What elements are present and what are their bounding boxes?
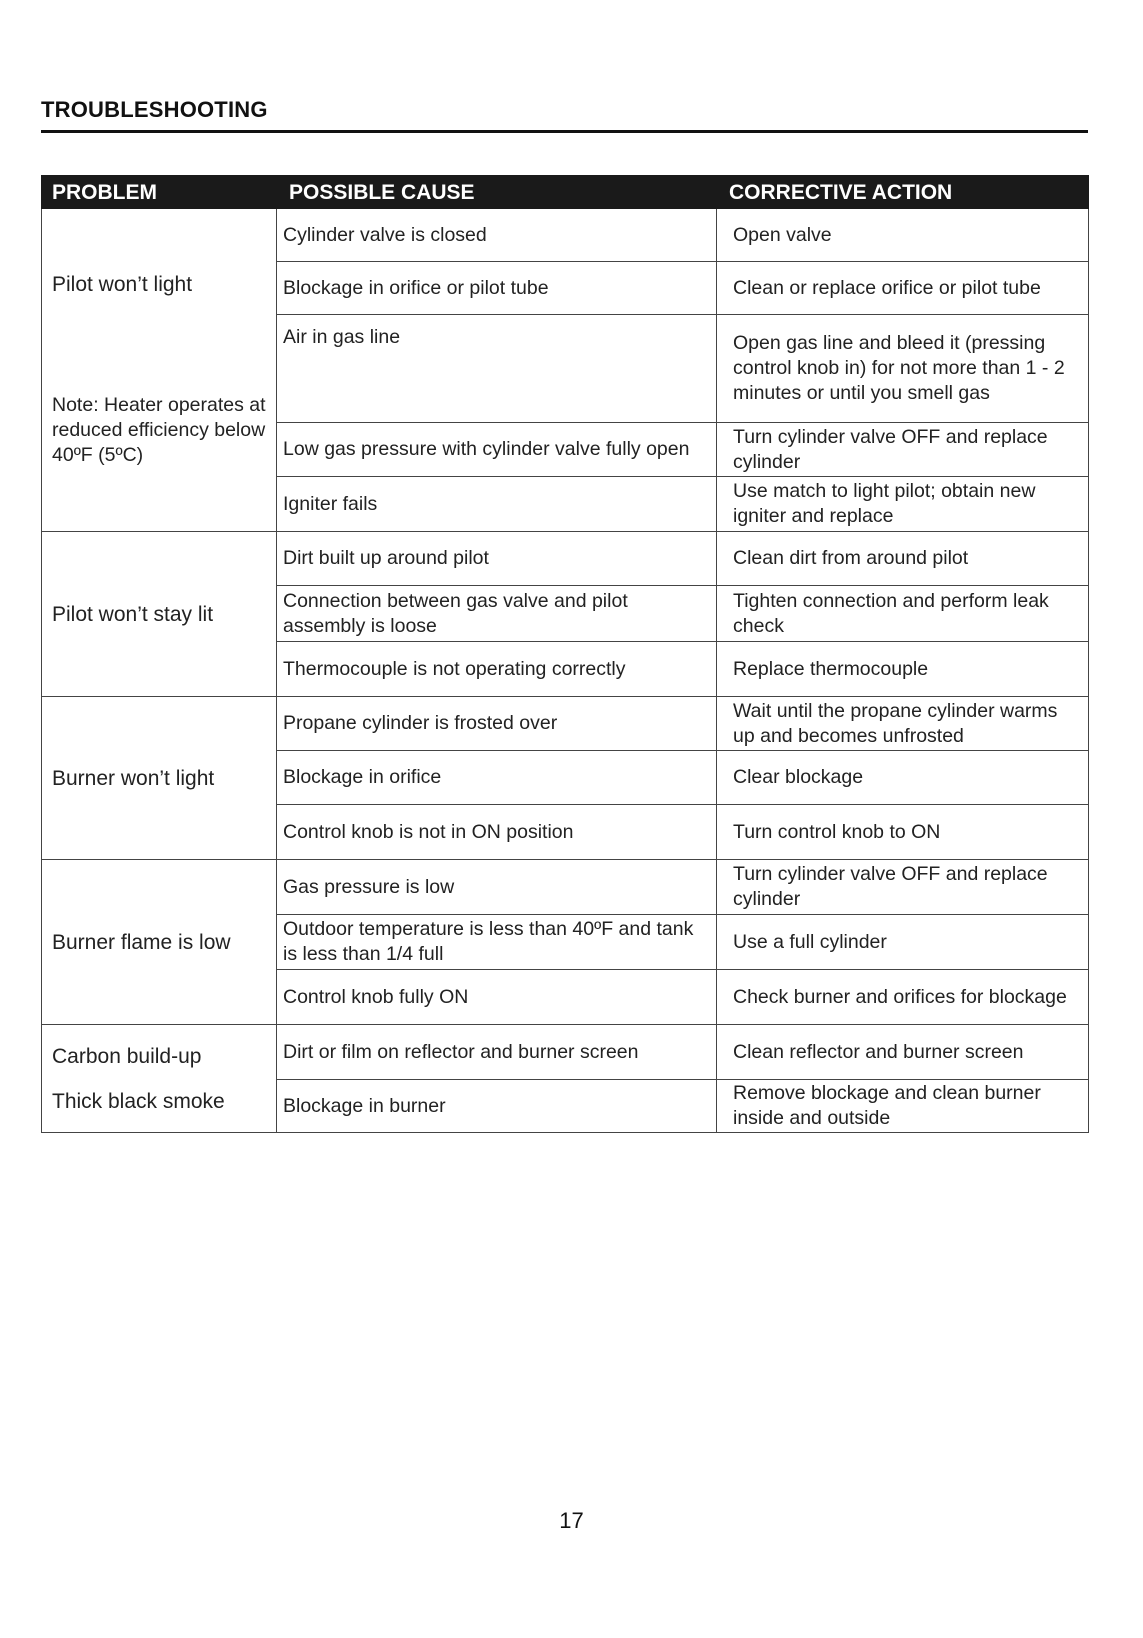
cause-cell: Blockage in orifice xyxy=(277,751,717,805)
cause-cell: Outdoor temperature is less than 40ºF and tank is less than 1/4 full xyxy=(277,915,717,970)
action-cell: Clean reflector and burner screen xyxy=(717,1025,1089,1080)
action-cell: Open gas line and bleed it (pressing control knob in) for not more than 1 - 2 minutes or until you smell gas xyxy=(717,315,1089,423)
header-possible-cause: POSSIBLE CAUSE xyxy=(277,176,717,209)
page-title: TROUBLESHOOTING xyxy=(41,97,268,122)
problem-label-carbon: Carbon build-up xyxy=(52,1044,202,1068)
action-cell: Remove blockage and clean burner inside and outside xyxy=(717,1080,1089,1133)
cause-cell: Control knob is not in ON position xyxy=(277,805,717,860)
action-cell: Use match to light pilot; obtain new igniter and replace xyxy=(717,477,1089,532)
cause-cell: Igniter fails xyxy=(277,477,717,532)
action-cell: Wait until the propane cylinder warms up and becomes unfrosted xyxy=(717,697,1089,751)
header-corrective-action: CORRECTIVE ACTION xyxy=(717,176,1089,209)
cause-cell: Blockage in burner xyxy=(277,1080,717,1133)
cause-cell: Dirt or film on reflector and burner screen xyxy=(277,1025,717,1080)
action-cell: Tighten connection and perform leak check xyxy=(717,586,1089,642)
problem-note: Note: Heater operates at reduced efficiency below 40ºF (5ºC) xyxy=(52,394,266,466)
action-cell: Clean or replace orifice or pilot tube xyxy=(717,262,1089,315)
cause-cell: Gas pressure is low xyxy=(277,860,717,915)
table-row xyxy=(42,697,1089,751)
action-cell: Clean dirt from around pilot xyxy=(717,532,1089,586)
action-cell: Turn cylinder valve OFF and replace cylinder xyxy=(717,860,1089,915)
action-cell: Clear blockage xyxy=(717,751,1089,805)
action-cell: Check burner and orifices for blockage xyxy=(717,970,1089,1025)
problem-cell-burner-flame-is-low: Burner flame is low xyxy=(42,860,277,1025)
problem-label: Pilot won’t light xyxy=(52,273,193,296)
table-row xyxy=(42,860,1089,915)
header-problem: PROBLEM xyxy=(42,176,277,209)
cause-cell: Thermocouple is not operating correctly xyxy=(277,642,717,697)
table-header-row xyxy=(42,176,1089,209)
action-cell: Open valve xyxy=(717,209,1089,262)
action-cell: Turn cylinder valve OFF and replace cylinder xyxy=(717,423,1089,477)
table-row xyxy=(42,209,1089,262)
table-row xyxy=(42,1025,1089,1080)
problem-cell-pilot-wont-stay-lit: Pilot won’t stay lit xyxy=(42,532,277,697)
cause-cell: Connection between gas valve and pilot assembly is loose xyxy=(277,586,717,642)
troubleshooting-table xyxy=(41,175,1089,1133)
problem-label-smoke: Thick black smoke xyxy=(52,1089,225,1113)
problem-cell-burner-wont-light: Burner won’t light xyxy=(42,697,277,860)
cause-cell: Blockage in orifice or pilot tube xyxy=(277,262,717,315)
cause-cell: Air in gas line xyxy=(277,315,717,423)
action-cell: Turn control knob to ON xyxy=(717,805,1089,860)
table-row xyxy=(42,532,1089,586)
cause-cell: Dirt built up around pilot xyxy=(277,532,717,586)
action-cell: Replace thermocouple xyxy=(717,642,1089,697)
action-cell: Use a full cylinder xyxy=(717,915,1089,970)
cause-cell: Low gas pressure with cylinder valve fully open xyxy=(277,423,717,477)
cause-cell: Control knob fully ON xyxy=(277,970,717,1025)
cause-cell: Propane cylinder is frosted over xyxy=(277,697,717,751)
page-number: 17 xyxy=(559,1508,584,1533)
problem-cell-pilot-wont-light xyxy=(42,209,277,532)
problem-cell-carbon-smoke xyxy=(42,1025,277,1133)
cause-cell: Cylinder valve is closed xyxy=(277,209,717,262)
title-divider xyxy=(41,130,1088,133)
